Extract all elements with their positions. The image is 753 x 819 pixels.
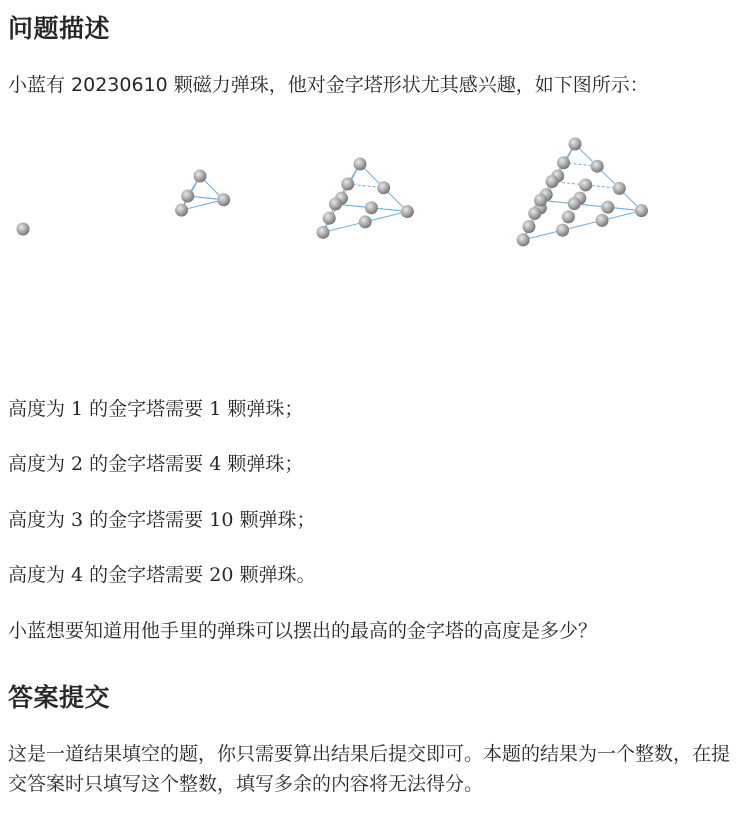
- marble: [601, 201, 614, 214]
- marble: [194, 170, 207, 183]
- example-middle: 的金字塔需要: [83, 453, 210, 475]
- marble: [317, 226, 330, 239]
- example-middle: 的金字塔需要: [83, 398, 210, 420]
- marble: [596, 214, 609, 227]
- example-suffix: 颗弹珠；: [233, 509, 316, 531]
- marble: [562, 210, 575, 223]
- pyramid-figure: [0, 132, 753, 358]
- marble: [517, 233, 530, 246]
- example-line-4: [8, 560, 733, 590]
- layer-line: [541, 200, 642, 210]
- marble: [341, 178, 354, 191]
- example-prefix: 高度为: [8, 453, 72, 475]
- marble: [557, 156, 570, 169]
- example-height: 1: [71, 398, 84, 420]
- example-count: 4: [209, 453, 222, 475]
- marble: [534, 194, 547, 207]
- example-middle: 的金字塔需要: [83, 509, 210, 531]
- marble: [635, 204, 648, 217]
- example-height: 3: [71, 509, 84, 531]
- example-line-2: [8, 449, 733, 479]
- marble: [354, 158, 367, 171]
- problem-question: 小蓝想要知道用他手里的弹珠可以摆出的最高的金字塔的高度是多少？: [8, 620, 598, 642]
- marble: [522, 220, 535, 233]
- example-line-1: [8, 394, 733, 424]
- marble: [568, 197, 581, 210]
- problem-intro: 小蓝有 20230610 颗磁力弹珠，他对金字塔形状尤其感兴趣，如下图所示：: [8, 74, 649, 96]
- example-count: 1: [209, 398, 222, 420]
- example-suffix: 颗弹珠。: [233, 564, 316, 586]
- submission-instructions: 这是一道结果填空的题，你只需要算出结果后提交即可。本题的结果为一个整数，在提交答案时只填写这个整数，填写多余的内容将无法得分。: [8, 743, 731, 795]
- example-middle: 的金字塔需要: [83, 564, 210, 586]
- marble: [329, 198, 342, 211]
- marble: [323, 212, 336, 225]
- example-height: 2: [71, 453, 84, 475]
- marble: [181, 190, 194, 203]
- marble: [359, 215, 372, 228]
- marble: [528, 207, 541, 220]
- example-count: 20: [209, 564, 234, 586]
- marble: [377, 181, 390, 194]
- marble: [579, 178, 592, 191]
- example-line-3: [8, 505, 733, 535]
- marble: [365, 201, 378, 214]
- problem-heading: 问题描述: [8, 14, 111, 43]
- example-prefix: 高度为: [8, 564, 72, 586]
- example-suffix: 颗弹珠；: [221, 453, 304, 475]
- marble: [217, 193, 230, 206]
- example-height: 4: [71, 564, 84, 586]
- marble: [546, 175, 559, 188]
- marble: [175, 204, 188, 217]
- marble: [401, 205, 414, 218]
- marble: [17, 223, 30, 236]
- marble: [613, 182, 626, 195]
- example-count: 10: [209, 509, 234, 531]
- marble: [556, 224, 569, 237]
- example-prefix: 高度为: [8, 398, 72, 420]
- example-suffix: 颗弹珠；: [221, 398, 304, 420]
- marble: [591, 160, 604, 173]
- submission-heading: 答案提交: [8, 683, 111, 712]
- marble: [569, 138, 582, 151]
- example-prefix: 高度为: [8, 509, 72, 531]
